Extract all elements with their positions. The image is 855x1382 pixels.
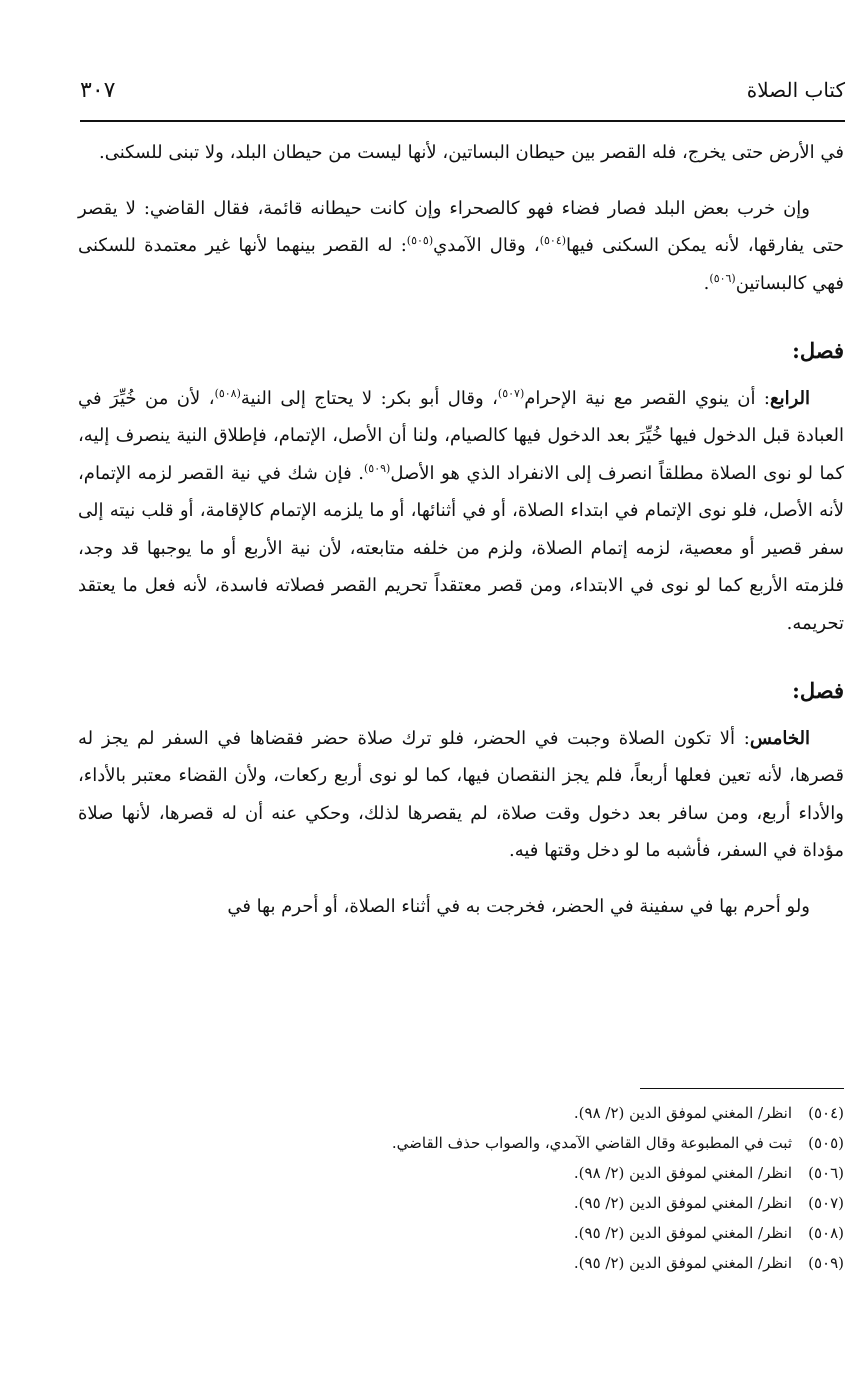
footnote-507 xyxy=(120,1188,844,1218)
section-heading-1: فصل: xyxy=(792,338,844,363)
paragraph-3 xyxy=(78,380,844,643)
footnote-ref-506[interactable]: (٥٠٦) xyxy=(709,271,736,285)
footnotes xyxy=(120,1098,844,1278)
paragraph-5: ولو أحرم بها في سفينة في الحضر، فخرجت به في أثناء الصلاة، أو أحرم بها في xyxy=(227,895,810,917)
paragraph-2-text-c: : له القصر بينهما لأنها غير معتمدة للسكنى فهي كالبساتين xyxy=(78,235,844,294)
paragraph-4 xyxy=(78,720,844,870)
paragraph-3-text-b: ، وقال أبو بكر: لا يحتاج إلى النية xyxy=(240,387,498,409)
footnote-number: (٥٠٩) xyxy=(808,1254,844,1272)
footnote-504 xyxy=(120,1098,844,1128)
page-header xyxy=(80,72,845,108)
footnote-506 xyxy=(120,1158,844,1188)
footnote-text: ثبت في المطبوعة وقال القاضي الآمدي، والصواب حذف القاضي. xyxy=(391,1134,792,1152)
footnote-ref-507[interactable]: (٥٠٧) xyxy=(497,386,525,400)
page-number: ٣٠٧ xyxy=(80,77,116,103)
footnote-number: (٥٠٧) xyxy=(808,1194,844,1212)
footnote-text: انظر/ المغني لموفق الدين (٢/ ٩٥). xyxy=(573,1224,792,1242)
lead-word-fourth: الرابع xyxy=(769,387,810,409)
paragraph-4-text: : ألا تكون الصلاة وجبت في الحضر، فلو ترك صلاة حضر فقضاها في السفر لم يجز له قصرها، لأنه تعين فعلها أربعاً، فلم يجز النقصان فيها، كما لو نوى أربع ركعات، ولأن القضاء معتبر بالأداء، والأداء أربع، ومن سافر بعد دخول وقت صلاة، لم يقصرها لذلك، وحكي عنه أن له قصرها، لأنها صلاة مؤداة في السفر، فأشبه ما لو دخل وقتها فيه. xyxy=(78,727,844,861)
footnote-text: انظر/ المغني لموفق الدين (٢/ ٩٨). xyxy=(573,1164,792,1182)
running-head: كتاب الصلاة xyxy=(746,78,845,102)
paragraph-1: في الأرض حتى يخرج، فله القصر بين حيطان البساتين، لأنها ليست من حيطان البلد، ولا تبنى للسكنى. xyxy=(99,142,844,163)
paragraph-2-text-b: ، وقال الآمدي xyxy=(433,235,540,256)
footnote-508 xyxy=(120,1218,844,1248)
footnote-number: (٥٠٥) xyxy=(808,1134,844,1152)
paragraph-3-text-d: . فإن شك في نية القصر لزمه الإتمام، لأنه الأصل، فلو نوى الإتمام في ابتداء الصلاة، أو في أثنائها، أو ما يلزمه الإتمام كالإقامة، أو قلب نيته إلى سفر قصير أو معصية، لزمه إتمام الصلاة، ولزم من خلفه متابعته، لأن نية الأربع أو ما يوجبها قد وجد، فلزمته الأربع كما لو نوى في الابتداء، ومن قصر معتقداً تحريم القصر فصلاته فاسدة، لأنه فعل ما يعتقد تحريمه. xyxy=(78,462,845,634)
footnote-number: (٥٠٦) xyxy=(808,1164,844,1182)
footnote-number: (٥٠٨) xyxy=(808,1224,844,1242)
footnote-text: انظر/ المغني لموفق الدين (٢/ ٩٥). xyxy=(573,1254,792,1272)
footnote-ref-505[interactable]: (٥٠٥) xyxy=(406,234,434,247)
body-text xyxy=(78,134,844,925)
paragraph-2-text-a: وإن خرب بعض البلد فصار فضاء فهو كالصحراء وإن كانت حيطانه قائمة، فقال القاضي: لا يقصر حتى يفارقها، لأنه يمكن السكنى فيها xyxy=(78,197,844,256)
paragraph-2-text-d: . xyxy=(703,272,710,294)
footnote-ref-504[interactable]: (٥٠٤) xyxy=(539,234,567,247)
footnote-509 xyxy=(120,1248,844,1278)
footnote-ref-509[interactable]: (٥٠٩) xyxy=(364,461,391,475)
footnote-text: انظر/ المغني لموفق الدين (٢/ ٩٥). xyxy=(573,1194,792,1212)
section-heading-2: فصل: xyxy=(792,678,844,703)
lead-word-fifth: الخامس xyxy=(749,727,810,749)
header-rule xyxy=(80,120,845,122)
paragraph-2 xyxy=(78,190,844,303)
footnote-number: (٥٠٤) xyxy=(808,1104,844,1122)
footnote-text: انظر/ المغني لموفق الدين (٢/ ٩٨). xyxy=(573,1104,792,1122)
footnote-rule xyxy=(640,1088,844,1089)
footnote-505 xyxy=(120,1128,844,1158)
paragraph-3-text-a: : أن ينوي القصر مع نية الإحرام xyxy=(524,387,770,409)
footnote-ref-508[interactable]: (٥٠٨) xyxy=(214,386,241,400)
paragraph-3-text-c: ، لأن من خُيِّرَ في العبادة قبل الدخول فيها خُيِّرَ بعد الدخول فيها كالصيام، ولنا أن الأصل، الإتمام، فإطلاق النية ينصرف إليه، كما لو نوى الصلاة مطلقاً انصرف إلى الانفراد الذي هو الأصل xyxy=(78,387,844,484)
